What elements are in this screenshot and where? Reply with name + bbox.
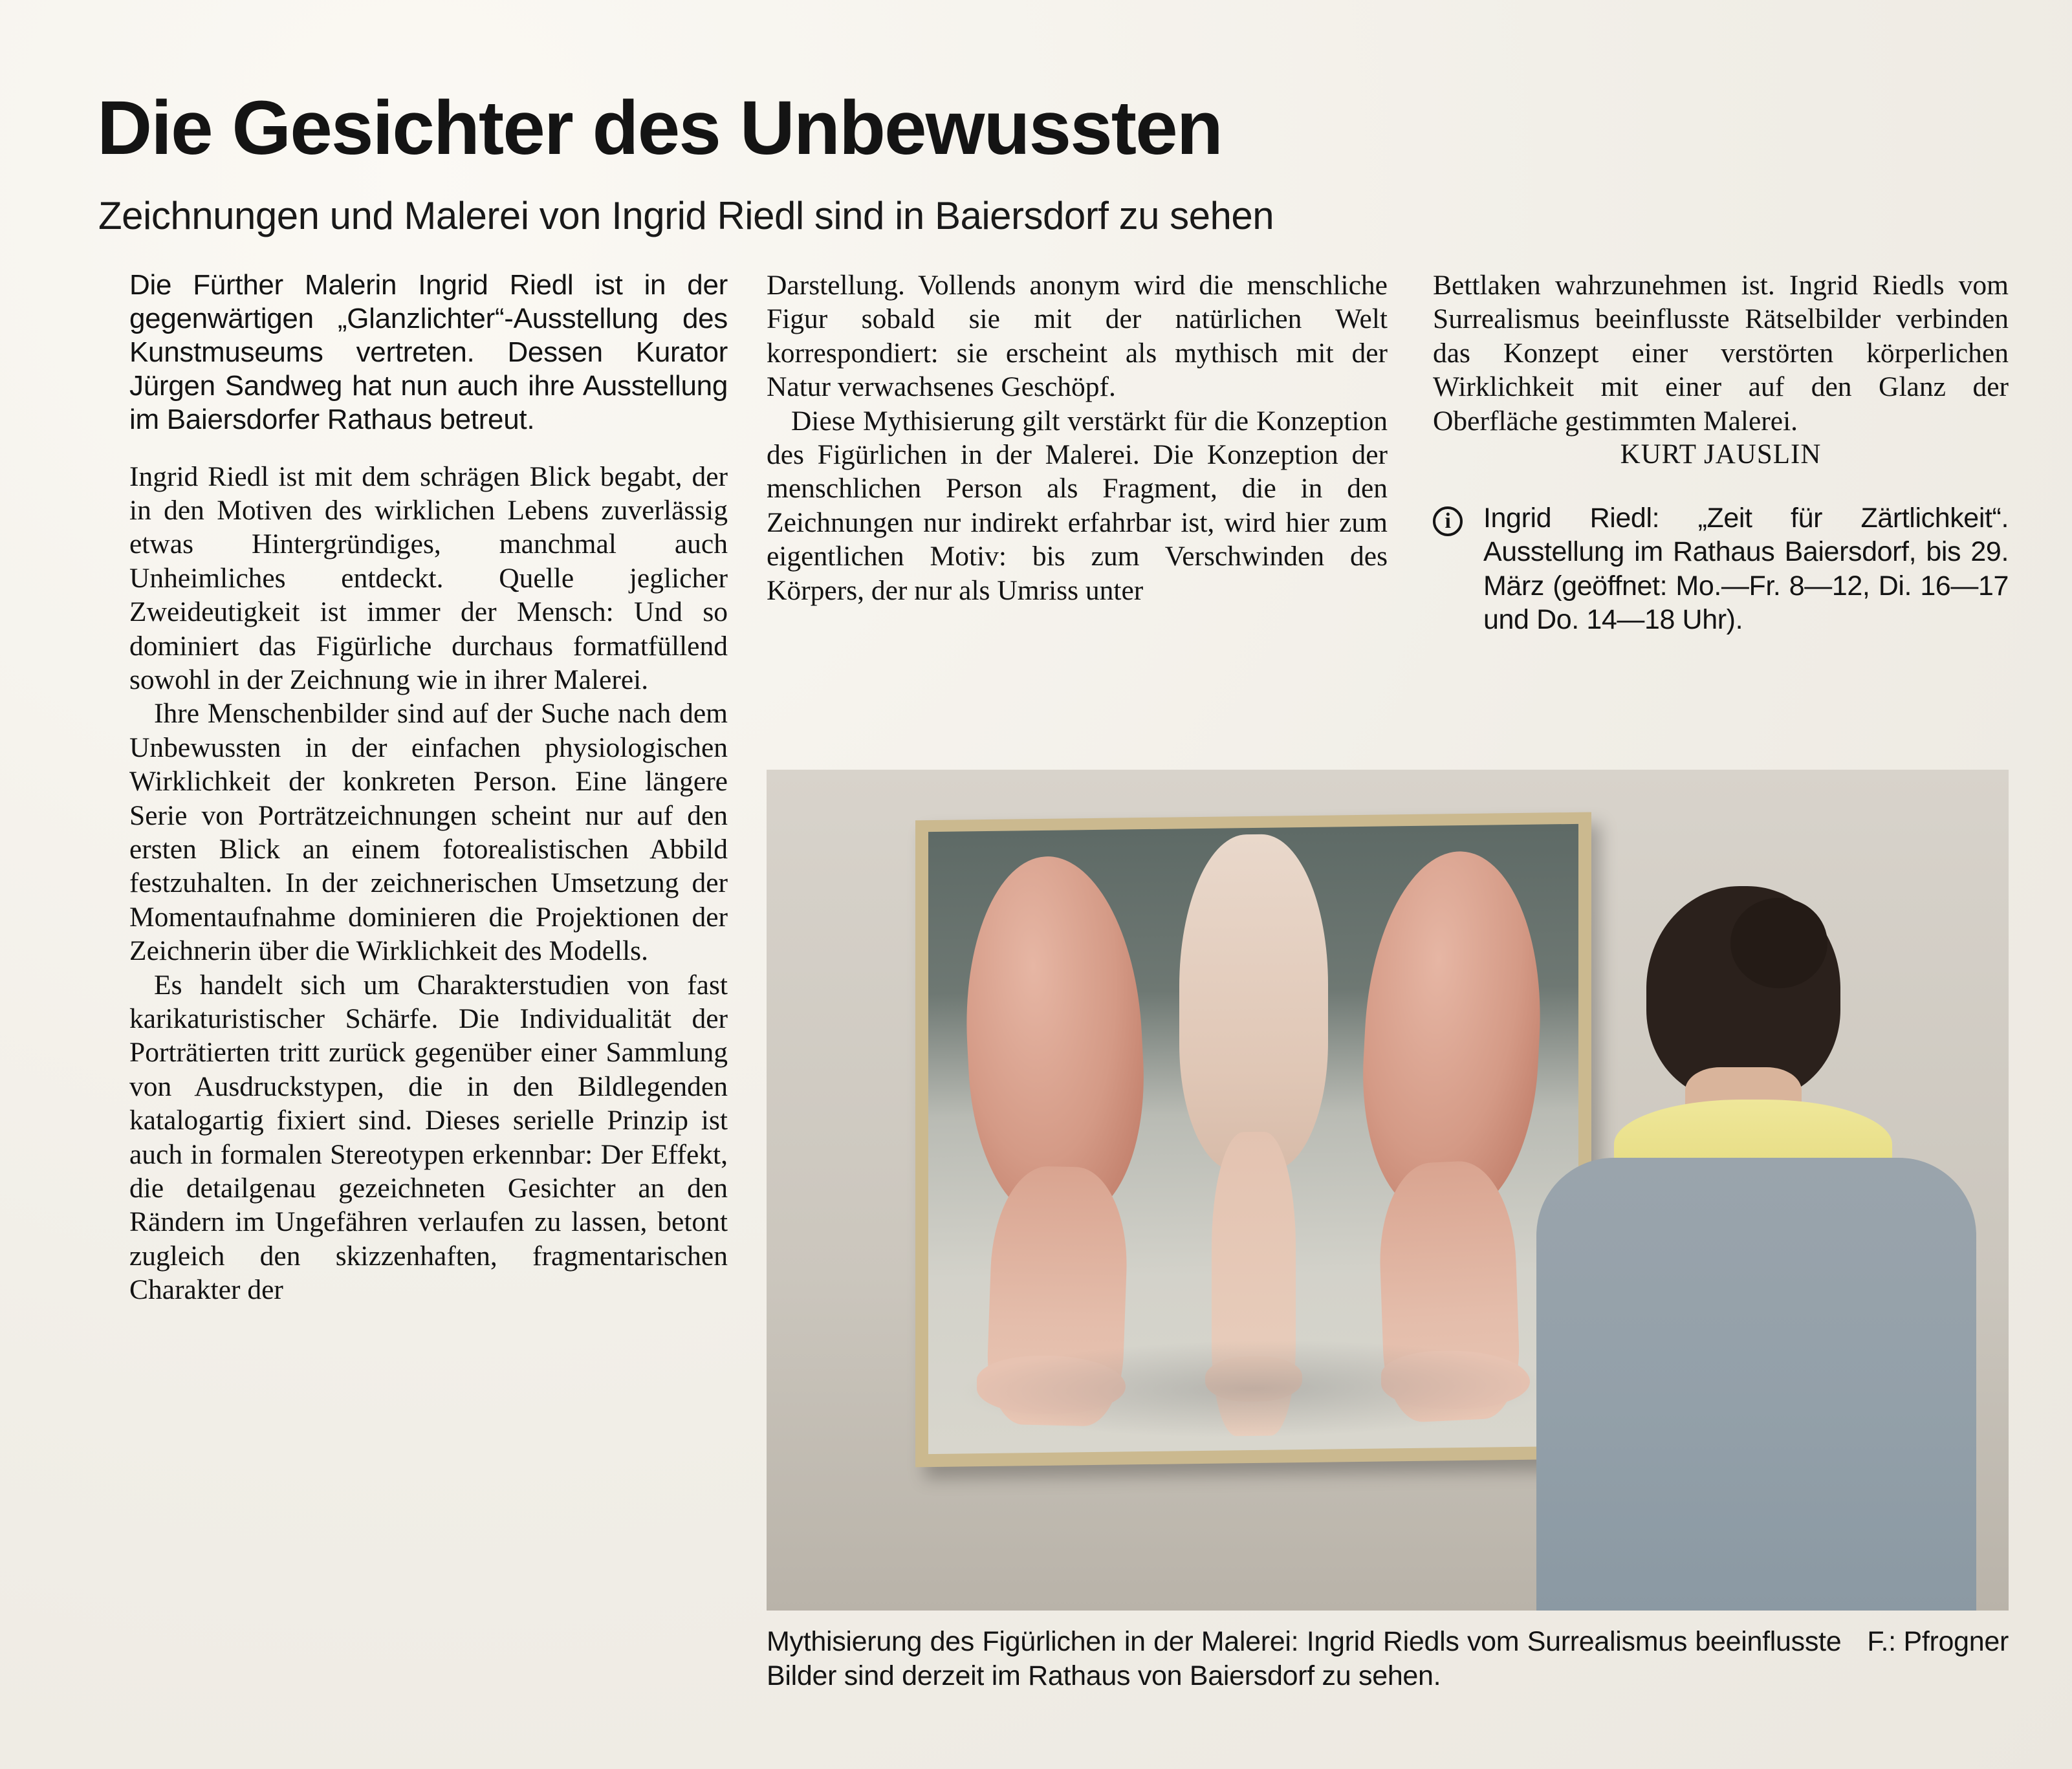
visitor-sweater (1536, 1158, 1976, 1611)
paragraph: Bettlaken wahrzunehmen ist. Ingrid Riedls vom Surrealismus beeinflusste Rätselbilder verbinden das Konzept einer verstörten körperlichen Wirklichkeit mit einer auf den Glanz der Oberfläche gestimmten Malerei. (1433, 270, 2009, 437)
column-1-body (129, 460, 728, 1307)
article-column-3 (1433, 268, 2009, 637)
painting-canvas (928, 824, 1578, 1454)
page-subtitle: Zeichnungen und Malerei von Ingrid Riedl sind in Baiersdorf zu sehen (98, 193, 1274, 237)
page-title: Die Gesichter des Unbewussten (97, 85, 1222, 171)
info-icon: i (1433, 506, 1463, 536)
lead-paragraph: Die Fürther Malerin Ingrid Riedl ist in der gegenwärtigen „Glanzlichter“-Ausstellung des Kunstmuseums vertreten. Dessen Kurator Jürgen Sandweg hat nun auch ihre Ausstellung im Baiersdorfer Rathaus betreut. (129, 269, 728, 435)
photo-credit: F.: Pfrogner (1867, 1626, 2009, 1657)
article-photo (767, 770, 2009, 1611)
caption-text: Mythisierung des Figürlichen in der Malerei: Ingrid Riedls vom Surrealismus beeinflusste Bilder sind derzeit im Rathaus von Baiersdorf zu sehen. (767, 1626, 1842, 1691)
painting-floor-shadow (954, 1336, 1553, 1440)
photo-caption (767, 1625, 2009, 1693)
paragraph: Darstellung. Vollends anonym wird die menschliche Figur sobald sie mit der natürlichen Welt korrespondiert: sie erscheint als mythisch mit der Natur verwachsenes Geschöpf. (767, 270, 1388, 403)
paragraph: Ihre Menschenbilder sind auf der Suche nach dem Unbewussten in der einfachen physiologischen Wirklichkeit der konkreten Person. Eine längere Serie von Porträtzeichnungen scheint nur auf den ersten Blick an einem fotorealistischen Abbild festzuhalten. In der zeichnerischen Umsetzung der Momentaufnahme dominieren die Projektionen der Zeichnerin über die Wirklichkeit des Modells. (129, 698, 728, 967)
paragraph: Es handelt sich um Charakterstudien von fast karikaturistischer Schärfe. Die Individualität der Porträtierten tritt zurück gegenüber einer Sammlung von Ausdruckstypen, die in den Bildlegenden katalogartig fixiert sind. Dieses serielle Prinzip ist auch in formalen Stereotypen erkennbar: Der Effekt, die detailgenau gezeichneten Gesichter an den Rändern im Ungefähren verlaufen zu lassen, betont zugleich den skizzenhaften, fragmentarischen Charakter der (129, 969, 728, 1306)
paragraph: Ingrid Riedl ist mit dem schrägen Blick begabt, der in den Motiven des wirklichen Lebens zuverlässig etwas Hintergründiges, manchmal auch Unheimliches entdeckt. Quelle jeglicher Zweideutigkeit ist immer der Mensch: Und so dominiert das Figürliche durchaus formatfüllend sowohl in der Zeichnung wie in ihrer Malerei. (129, 461, 728, 695)
article-column-2 (767, 268, 1388, 607)
gallery-visitor (1510, 886, 1989, 1611)
paragraph-gap (129, 437, 728, 460)
info-box-text: Ingrid Riedl: „Zeit für Zärtlichkeit“. Ausstellung im Rathaus Baiersdorf, bis 29. März (geöffnet: Mo.—Fr. 8—12, Di. 16—17 und Do. 14—18 Uhr). (1483, 502, 2009, 636)
photo-canvas (767, 770, 2009, 1611)
visitor-hair-bun (1730, 898, 1827, 988)
painting-figure-shape (1179, 834, 1328, 1172)
picture-frame (915, 812, 1591, 1468)
article-column-1 (129, 268, 728, 1307)
info-box (1433, 501, 2009, 637)
paragraph: Diese Mythisierung gilt verstärkt für die Konzeption des Figürlichen in der Malerei. Die Konzeption der menschlichen Person als Fragment, die in den Zeichnungen nur indirekt erfahrbar ist, wird hier zum eigentlichen Motiv: bis zum Verschwinden des Körpers, der nur als Umriss unter (767, 405, 1388, 606)
byline: KURT JAUSLIN (1620, 439, 1822, 470)
